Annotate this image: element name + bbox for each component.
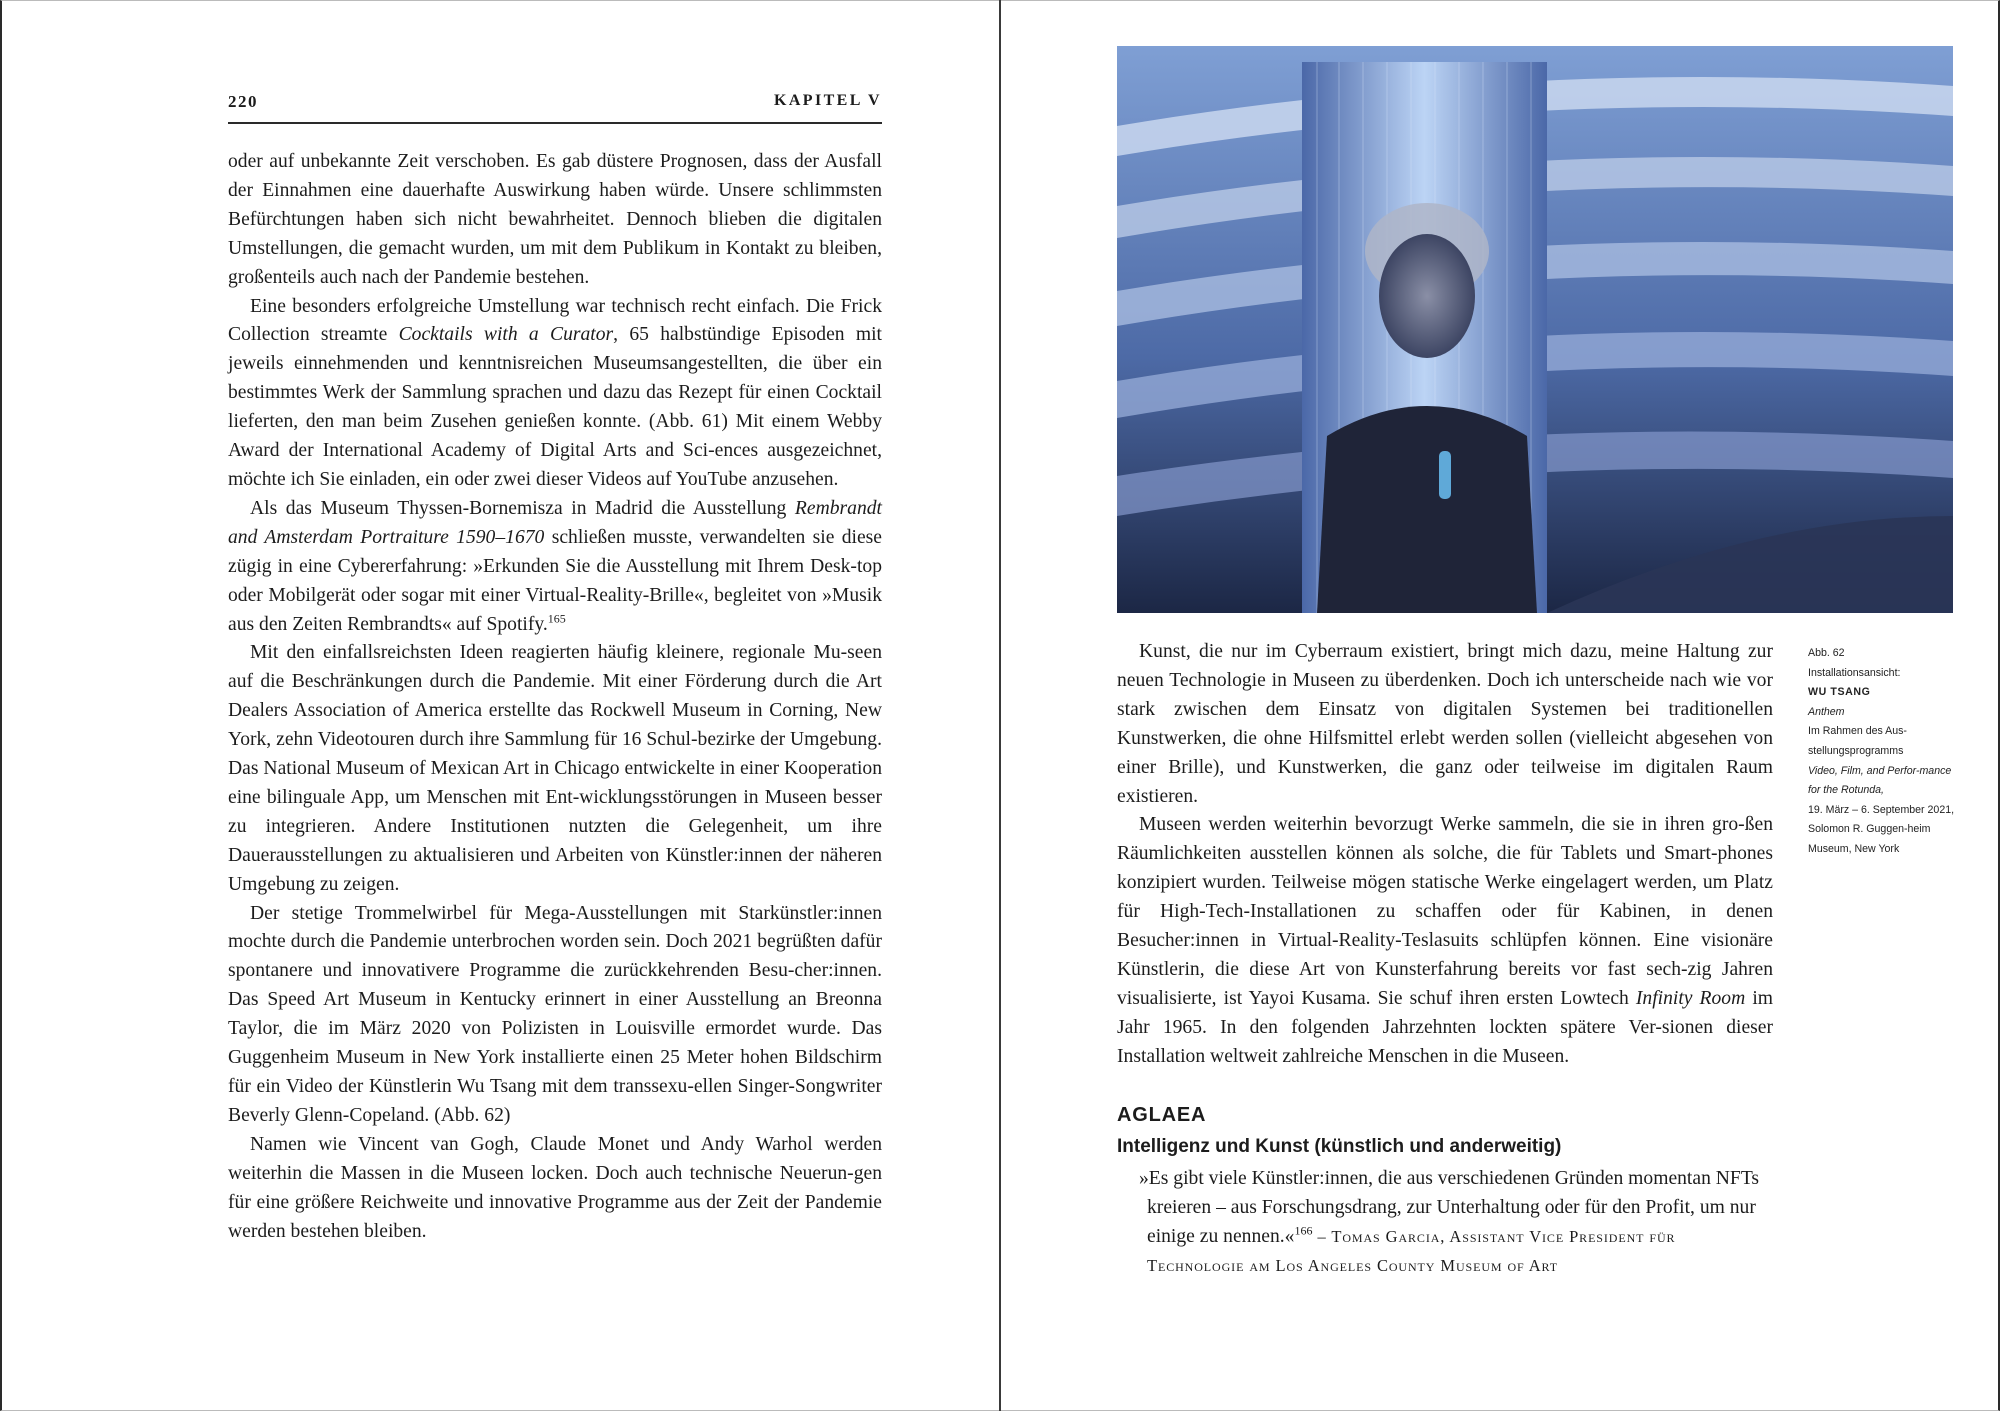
quote-attribution: – Tomas Garcia, Assistant Vice President für Technologie am Los Angeles County Museum of Art [1147, 1227, 1676, 1275]
paragraph [228, 148, 882, 293]
page-number: 220 [228, 92, 258, 111]
caption-dates: 19. März – 6. September 2021, Solomon R. Guggen-heim Museum, New York [1808, 803, 1955, 855]
installation-photo [1117, 46, 1953, 613]
caption-program: Video, Film, and Perfor-mance for the Rotunda, [1808, 764, 1952, 797]
caption-type: Installationsansicht: [1808, 666, 1901, 679]
right-text-column [1117, 638, 1773, 1072]
text-run: Der stetige Trommelwirbel für Mega-Ausstellungen mit Starkünstler:innen mochte durch die Pandemie unterbrochen worden sein. Doch 2021 begrüßten dafür spontanere und innovativere Programme die zurückkehrenden Besu-cher:innen. Das Speed Art Museum in Kentucky erinnert in einer Ausstellung an Breonna Taylor, die im März 2020 von Polizisten in Louisville ermordet wurde. Das Guggenheim Museum in New York installierte einen 25 Meter hohen Bildschirm für ein Video der Künstlerin Wu Tsang mit dem transsexu-ellen Singer-Songwriter Beverly Glenn-Copeland. (Abb. 62) [228, 902, 882, 1126]
text-run: Museen werden weiterhin bevorzugt Werke sammeln, die sie in ihren gro-ßen Räumlichkeiten ausstellen können als solche, die für Tablets und Smart-phones konzipiert wurden. Teilweise mögen statische Werke eingelagert werden, um Platz für High-Tech-Installationen zu schaffen oder für Kabinen, in denen Besucher:innen in Virtual-Reality-Teslasuits schlüpfen können. Eine visionäre Künstlerin, die diese Art von Kunsterfahrung bereits vor fast sech-zig Jahren visualisierte, ist Yayoi Kusama. Sie schuf ihren ersten Lowtech [1117, 814, 1773, 1009]
section-aglaea [1117, 1100, 1773, 1280]
figure-number: Abb. 62 [1808, 647, 1845, 659]
epigraph-quote [1139, 1164, 1773, 1280]
paragraph [1117, 638, 1773, 811]
quote-text: »Es gibt viele Künstler:innen, die aus verschiedenen Gründen momentan NFTs kreieren – aus Forschungsdrang, zur Unterhaltung oder für den Profit, um nur einige zu nennen.« [1139, 1168, 1760, 1247]
footnote-ref: 165 [547, 610, 566, 625]
caption-context: Im Rahmen des Aus-stellungsprogramms [1808, 725, 1907, 757]
text-run: schließen musste, verwandelten sie diese zügig in eine Cybererfahrung: »Erkunden Sie die Ausstellung mit Ihrem Desk-top oder Mobilgerät oder sogar mit einer Virtual-Reality-Brille«, begleitet von »Musik aus den Zeiten Rembrandts« auf Spotify. [228, 526, 883, 635]
text-run: Namen wie Vincent van Gogh, Claude Monet und Andy Warhol werden weiterhin die Massen in die Museen locken. Doch auch technische Neuerun-gen für eine größere Reichweite und innovative Programme aus der Zeit der Pandemie werden bestehen bleiben. [228, 1133, 882, 1242]
footnote-ref: 166 [1294, 1223, 1313, 1238]
running-head [228, 92, 882, 124]
text-run: , 65 halbstündige Episoden mit jeweils einnehmenden und kenntnisreichen Museumsangestellten, die über ein bestimmtes Werk der Sammlung sprachen und dazu das Rezept für einen Cocktail lieferten, den man beim Zusehen genießen konnte. (Abb. 61) Mit einem Webby Award der International Academy of Digital Arts and Sci-ences ausgezeichnet, möchte ich Sie einladen, ein oder zwei dieser Videos auf YouTube anzusehen. [228, 324, 882, 490]
left-text-column [228, 148, 882, 1246]
paragraph [228, 293, 882, 495]
figure-caption [1808, 644, 1958, 860]
text-run: oder auf unbekannte Zeit verschoben. Es gab düstere Prognosen, dass der Ausfall der Einnahmen eine dauerhafte Auswirkung haben würde. Unsere schlimmsten Befürchtungen haben sich nicht bewahrheitet. Dennoch blieben die digitalen Umstellungen, die gemacht wurden, um mit dem Publikum in Kontakt zu bleiben, großenteils auch nach der Pandemie bestehen. [228, 151, 882, 288]
text-run: im Jahr 1965. In den folgenden Jahrzehnten lockten spätere Ver-sionen dieser Installation weltweit zahlreiche Menschen in die Museen. [1117, 987, 1773, 1067]
gutter [999, 0, 1001, 1411]
paragraph [228, 900, 882, 1131]
italic-title: Infinity Room [1635, 987, 1746, 1009]
paragraph [1117, 811, 1773, 1071]
chapter-title: KAPITEL V [774, 92, 882, 109]
paragraph [228, 495, 882, 640]
paragraph [228, 639, 882, 899]
rotunda-illustration [1117, 46, 1953, 613]
paragraph [228, 1131, 882, 1247]
text-run: Mit den einfallsreichsten Ideen reagierten häufig kleinere, regionale Mu-seen auf die Beschränkungen durch die Pandemie. Mit einer Förderung durch die Art Dealers Association of America erstellte das Rockwell Museum in Corning, New York, zehn Videotouren durch ihre Sammlung für 16 Schul-bezirke der Umgebung. Das National Museum of Mexican Art in Chicago entwickelte in einer Kooperation eine bilinguale App, um Menschen mit Ent-wicklungsstörungen in Museen besser zu integrieren. Andere Institutionen nutzten die Gelegenheit, um ihre Dauerausstellungen zu aktualisieren und Arbeiten von Künstler:innen der näheren Umgebung zu zeigen. [228, 642, 882, 895]
section-heading: AGLAEA [1117, 1104, 1207, 1126]
italic-title: Rembrandt and Amsterdam Portraiture 1590–1670 [228, 497, 882, 548]
section-subheading: Intelligenz und Kunst (künstlich und anderweitig) [1117, 1136, 1562, 1157]
italic-title: Cocktails with a Curator [398, 324, 614, 346]
caption-artist: WU TSANG [1808, 686, 1871, 699]
caption-work-title: Anthem [1808, 705, 1845, 718]
text-run: Als das Museum Thyssen-Bornemisza in Madrid die Ausstellung [250, 497, 795, 519]
text-run: Eine besonders erfolgreiche Umstellung war technisch recht einfach. Die Frick Collection streamte [228, 295, 882, 346]
text-run: Kunst, die nur im Cyberraum existiert, bringt mich dazu, meine Haltung zur neuen Technologie in Museen zu überdenken. Doch ich unterscheide nach wie vor stark zwischen dem Einsatz von digitalen Systemen bei traditionellen Kunstwerken, die ohne Hilfsmittel erlebt werden sollen (vielleicht abgesehen von einer Brille), und Kunstwerken, die ganz oder teilweise im digitalen Raum existieren. [1117, 641, 1773, 807]
